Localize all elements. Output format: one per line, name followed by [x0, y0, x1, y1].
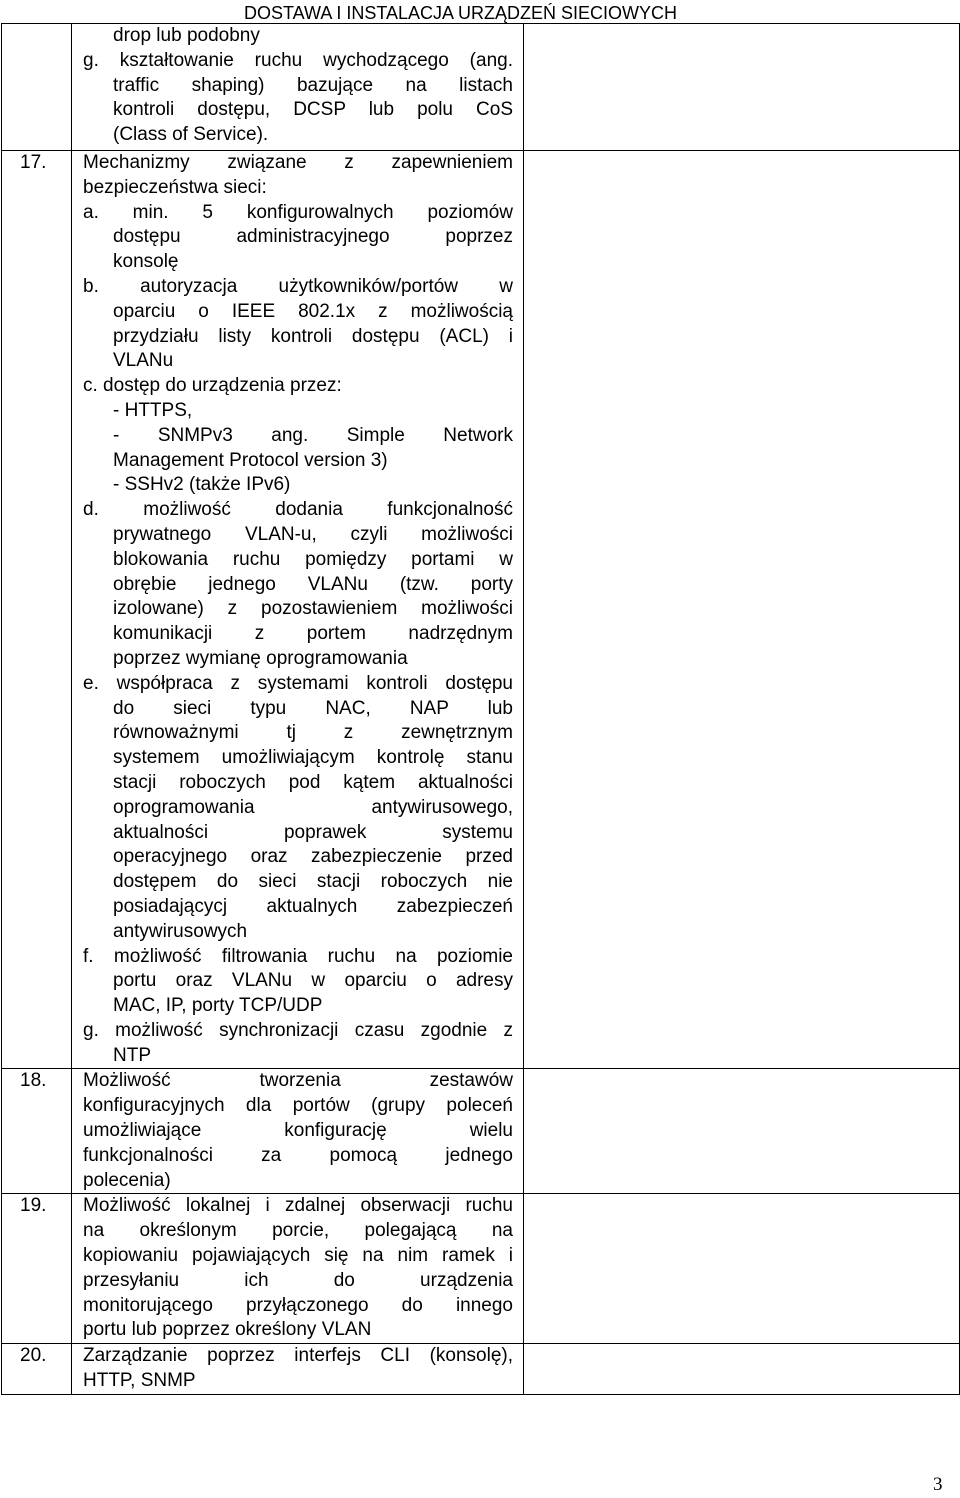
list-line: oparciu o IEEE 802.1x z możliwością	[113, 300, 513, 322]
list-line: komunikacji z portem nadrzędnym	[113, 623, 513, 645]
text-line: umożliwiające konfigurację wielu	[83, 1120, 513, 1142]
list-line: oprogramowania antywirusowego,	[113, 796, 513, 818]
list-line: dostępu administracyjnego poprzez	[113, 226, 513, 248]
text-line: HTTP, SNMP	[83, 1370, 196, 1392]
list-line: operacyjnego oraz zabezpieczenie przed	[113, 846, 513, 868]
text-line: konfiguracyjnych dla portów (grupy poleceń	[83, 1095, 513, 1117]
value-cell	[524, 1069, 960, 1194]
table-row	[2, 24, 960, 151]
requirement-cell	[72, 1069, 524, 1194]
list-line: VLANu	[113, 350, 174, 372]
list-line: c. dostęp do urządzenia przez:	[83, 375, 342, 397]
list-line: prywatnego VLAN-u, czyli możliwości	[113, 523, 513, 545]
text-line: Mechanizmy związane z zapewnieniem	[83, 152, 513, 173]
page-number: 3	[933, 1474, 943, 1495]
list-line: aktualności poprawek systemu	[113, 821, 513, 843]
text-line: przesyłaniu ich do urządzenia	[83, 1269, 513, 1291]
requirement-cell	[72, 1344, 524, 1395]
list-line: g. kształtowanie ruchu wychodzącego (ang.	[83, 49, 513, 71]
list-line: e. współpraca z systemami kontroli dostępu	[83, 672, 513, 694]
list-line: konsolę	[113, 251, 179, 273]
list-line: traffic shaping) bazujące na listach	[113, 74, 513, 96]
text-line: na określonym porcie, polegającą na	[83, 1220, 513, 1242]
list-line: (Class of Service).	[113, 124, 269, 146]
list-line: systemem umożliwiającym kontrolę stanu	[113, 747, 513, 769]
text-line: bezpieczeństwa sieci:	[83, 176, 267, 198]
list-line: poprzez wymianę oprogramowania	[113, 647, 408, 669]
list-line: portu oraz VLANu w oparciu o adresy	[113, 970, 513, 992]
requirement-cell	[72, 1194, 524, 1344]
list-line: drop lub podobny	[113, 25, 260, 46]
list-line: - SNMPv3 ang. Simple Network	[113, 424, 513, 446]
text-line: Możliwość lokalnej i zdalnej obserwacji ruchu	[83, 1195, 513, 1217]
row-number-cell: 18.	[2, 1069, 72, 1194]
list-line: izolowane) z pozostawieniem możliwości	[113, 598, 513, 620]
list-line: f. możliwość filtrowania ruchu na poziomie	[83, 945, 513, 967]
list-line: blokowania ruchu pomiędzy portami w	[113, 548, 513, 570]
list-line: stacji roboczych pod kątem aktualności	[113, 771, 513, 793]
list-line: dostępem do sieci stacji roboczych nie	[113, 871, 513, 893]
row-number-cell: 19.	[2, 1194, 72, 1344]
text-line: Zarządzanie poprzez interfejs CLI (konsolę),	[83, 1345, 513, 1367]
text-line: funkcjonalności za pomocą jednego	[83, 1144, 513, 1166]
list-line: kontroli dostępu, DCSP lub polu CoS	[113, 99, 513, 121]
table-row	[2, 1194, 960, 1344]
requirement-cell	[72, 151, 524, 1069]
list-line: NTP	[113, 1044, 151, 1066]
text-line: kopiowaniu pojawiających się na nim ramek i	[83, 1245, 513, 1267]
table-row	[2, 1069, 960, 1194]
row-number-cell: 20.	[2, 1344, 72, 1395]
list-line: obrębie jednego VLANu (tzw. porty	[113, 573, 513, 595]
list-line: - SSHv2 (także IPv6)	[113, 474, 291, 496]
list-line: g. możliwość synchronizacji czasu zgodnie z	[83, 1019, 513, 1041]
value-cell	[524, 1194, 960, 1344]
specification-table	[1, 23, 960, 1395]
list-line: a. min. 5 konfigurowalnych poziomów	[83, 201, 513, 223]
list-line: - HTTPS,	[113, 399, 193, 421]
text-line: Możliwość tworzenia zestawów	[83, 1070, 513, 1092]
text-line: portu lub poprzez określony VLAN	[83, 1319, 372, 1341]
table-row	[2, 1344, 960, 1395]
list-line: do sieci typu NAC, NAP lub	[113, 697, 513, 719]
list-line: MAC, IP, porty TCP/UDP	[113, 995, 323, 1017]
list-line: posiadającycj aktualnych zabezpieczeń	[113, 895, 513, 917]
row-number-cell: 17.	[2, 151, 72, 1069]
list-line: d. możliwość dodania funkcjonalność	[83, 499, 513, 521]
list-line: równoważnymi tj z zewnętrznym	[113, 722, 513, 744]
text-line: monitorującego przyłączonego do innego	[83, 1294, 513, 1316]
list-line: antywirusowych	[113, 920, 248, 942]
requirement-cell	[72, 24, 524, 151]
page-header: DOSTAWA I INSTALACJA URZĄDZEŃ SIECIOWYCH	[244, 3, 678, 23]
table-row	[2, 151, 960, 1069]
row-number-cell	[2, 24, 72, 151]
list-line: Management Protocol version 3)	[113, 449, 388, 471]
text-line: polecenia)	[83, 1169, 171, 1191]
value-cell	[524, 151, 960, 1069]
value-cell	[524, 1344, 960, 1395]
list-line: b. autoryzacja użytkowników/portów w	[83, 275, 513, 297]
value-cell	[524, 24, 960, 151]
list-line: przydziału listy kontroli dostępu (ACL) i	[113, 325, 513, 347]
